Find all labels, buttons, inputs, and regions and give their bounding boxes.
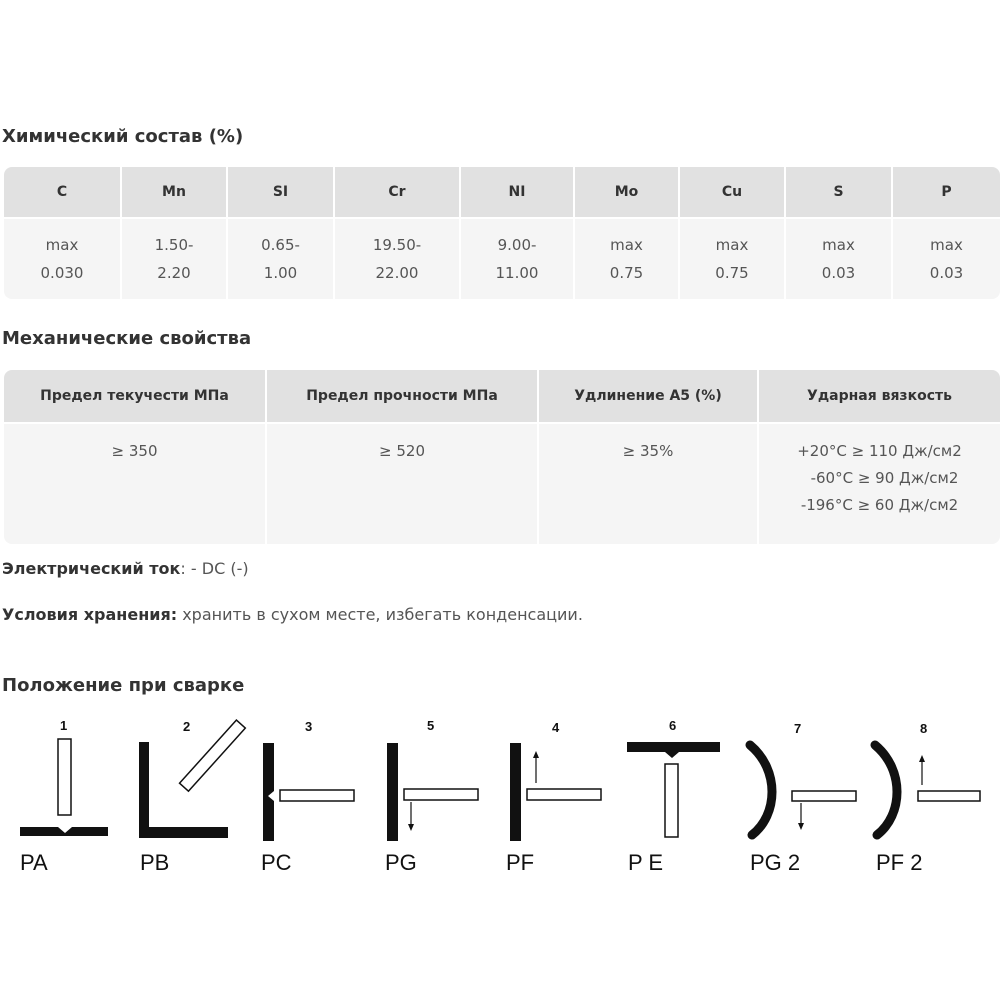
mechanical-header-cell: Ударная вязкость [758,370,1000,423]
electric-current-value: : - DC (-) [180,559,249,578]
chemical-value-cell [574,218,679,299]
value-line: 9.00- [497,236,537,254]
impact-line: -196°C ≥ 60 Дж/см2 [800,496,959,514]
plate-shape [527,789,601,800]
chemical-value-cell [121,218,227,299]
chemical-header-cell: Cr [334,167,460,218]
curved-pipe-wall-shape [750,745,772,835]
position-number: 5 [427,718,435,733]
position-number: 8 [920,721,928,736]
weld-position-pe [627,718,720,875]
mechanical-header-cell: Предел прочности МПа [266,370,538,423]
chemical-header-cell: P [892,167,1000,218]
impact-line: -60°C ≥ 90 Дж/см2 [810,469,959,487]
weld-position-pg2 [750,721,856,875]
curved-pipe-wall-shape [875,745,897,835]
storage-conditions-line [2,605,583,624]
arrowhead-up-icon [919,755,925,762]
chemical-value-row [4,218,1000,299]
base-plate-shape [20,827,108,836]
chemical-value-cell [892,218,1000,299]
value-line: 0.03 [929,264,964,282]
position-label: PC [261,850,292,875]
position-label: PF 2 [876,850,923,875]
welding-positions-diagram [0,705,1000,895]
position-number: 1 [60,718,68,733]
value-line: max [930,236,963,254]
mechanical-value-row [4,423,1000,544]
plate-shape [792,791,856,801]
plate-shape [280,790,354,801]
wall-plate-shape [510,743,521,841]
storage-conditions-label: Условия хранения: [2,605,178,624]
wall-plate-shape [387,743,398,841]
position-label: PF [506,850,535,875]
value-line: 11.00 [495,264,539,282]
plate-shape [918,791,980,801]
plate-shape [665,764,678,837]
chemical-value-cell [785,218,892,299]
storage-conditions-value: хранить в сухом месте, избегать конденсации. [177,605,583,624]
welding-positions-title: Положение при сварке [2,675,245,696]
weld-position-pc [261,719,354,875]
weld-position-pg [385,718,478,875]
weld-position-pf2 [875,721,980,875]
chemical-header-cell: NI [460,167,574,218]
electric-current-line [2,559,249,578]
value-line: 0.75 [715,264,749,282]
chemical-value-cell [460,218,574,299]
weld-position-pa [20,718,108,875]
value-line: 2.20 [157,264,191,282]
value-line: 0.03 [821,264,856,282]
value-line: max [45,236,79,254]
chemical-composition-title: Химический состав (%) [2,126,244,147]
position-label: P E [628,850,664,875]
value-line: 19.50- [372,236,422,254]
chemical-header-cell: S [785,167,892,218]
value-line: 0.030 [40,264,84,282]
mechanical-header-cell: Предел текучести МПа [4,370,266,423]
position-number: 7 [794,721,802,736]
position-number: 3 [305,719,313,734]
value-line: max [822,236,855,254]
yield-strength-cell: ≥ 350 [4,423,266,544]
value-line: 1.50- [154,236,194,254]
chemical-header-cell: SI [227,167,334,218]
ceiling-plate-shape [627,742,720,758]
position-label: PB [140,850,170,875]
arrowhead-down-icon [798,823,804,830]
chemical-value-cell [227,218,334,299]
mechanical-properties-title: Механические свойства [2,328,252,349]
chemical-value-cell [334,218,460,299]
plate-shape [58,739,71,815]
chemical-header-row [4,167,1000,218]
arrowhead-up-icon [533,751,539,758]
mechanical-properties-table [4,370,1000,544]
position-label: PA [20,850,48,875]
position-label: PG [385,850,417,875]
wall-plate-shape [263,743,274,841]
chemical-header-cell: Cu [679,167,785,218]
position-number: 2 [183,719,191,734]
value-line: 1.00 [263,264,298,282]
value-line: max [610,236,643,254]
impact-toughness-cell [758,423,1000,544]
plate-shape [404,789,478,800]
mechanical-header-row [4,370,1000,423]
arrowhead-down-icon [408,824,414,831]
position-label: PG 2 [750,850,801,875]
position-number: 4 [552,720,560,735]
value-line: max [715,236,749,254]
electric-current-label: Электрический ток [2,559,181,578]
elongation-cell: ≥ 35% [538,423,758,544]
value-line: 0.65- [261,236,300,254]
tensile-strength-cell: ≥ 520 [266,423,538,544]
weld-position-pf [506,720,601,875]
chemical-header-cell: Mo [574,167,679,218]
impact-line: +20°C ≥ 110 Дж/см2 [797,442,962,460]
chemical-value-cell [4,218,121,299]
weld-position-pb [139,719,245,875]
chemical-composition-table [4,167,1000,299]
value-line: 22.00 [375,264,419,282]
chemical-header-cell: C [4,167,121,218]
mechanical-header-cell: Удлинение А5 (%) [538,370,758,423]
value-line: 0.75 [609,264,644,282]
position-number: 6 [669,718,677,733]
chemical-header-cell: Mn [121,167,227,218]
chemical-value-cell [679,218,785,299]
